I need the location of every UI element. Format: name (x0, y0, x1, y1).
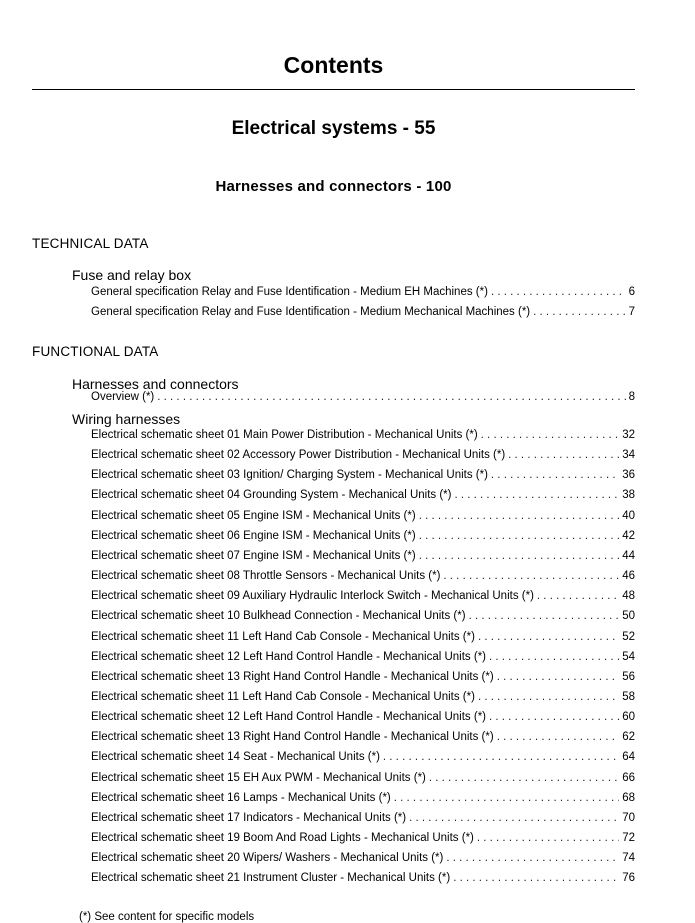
leader-dots (419, 510, 620, 522)
toc-entry-text: Electrical schematic sheet 17 Indicators - Mechanical Units (*) (91, 811, 407, 824)
toc-entry[interactable] (91, 306, 635, 322)
leader-dots (497, 671, 620, 683)
leader-dots (419, 550, 620, 562)
leader-dots (446, 852, 619, 864)
toc-entry-page: 52 (622, 630, 635, 643)
toc-entry[interactable] (91, 832, 635, 848)
toc-entry[interactable] (91, 489, 635, 505)
toc-entry-text: Electrical schematic sheet 14 Seat - Mechanical Units (*) (91, 751, 380, 764)
leader-dots (477, 832, 619, 844)
toc-entry[interactable] (91, 391, 635, 407)
toc-entry-page: 68 (622, 791, 635, 804)
harnesses-connectors-heading: Harnesses and connectors (72, 376, 239, 392)
toc-entry-page: 60 (622, 711, 635, 724)
toc-entry[interactable] (91, 751, 635, 767)
toc-entry-text: Electrical schematic sheet 06 Engine ISM - Mechanical Units (*) (91, 529, 416, 542)
toc-entry-page: 32 (622, 429, 635, 441)
toc-entry[interactable] (91, 792, 635, 808)
toc-entry-text: Electrical schematic sheet 11 Left Hand Cab Console - Mechanical Units (*) (91, 691, 475, 703)
toc-entry-text: Electrical schematic sheet 07 Engine ISM - Mechanical Units (*) (91, 549, 416, 562)
toc-entry-text: Electrical schematic sheet 12 Left Hand Control Handle - Mechanical Units (*) (91, 711, 487, 724)
toc-entry-text: Electrical schematic sheet 02 Accessory Power Distribution - Mechanical Units (*) (91, 449, 506, 462)
toc-entry[interactable] (91, 550, 635, 566)
leader-dots (537, 590, 619, 602)
toc-entry-text: Electrical schematic sheet 04 Grounding System - Mechanical Units (*) (91, 489, 452, 502)
leader-dots (469, 610, 620, 622)
leader-dots (157, 391, 625, 403)
toc-entry-page: 74 (622, 852, 635, 865)
toc-entry-text: Electrical schematic sheet 03 Ignition/ Charging System - Mechanical Units (*) (91, 469, 488, 482)
toc-entry-page: 66 (622, 771, 635, 784)
leader-dots (453, 872, 619, 884)
functional-data-heading: FUNCTIONAL DATA (32, 344, 159, 359)
wiring-harnesses-heading: Wiring harnesses (72, 411, 181, 427)
leader-dots (419, 530, 620, 542)
footnote: (*) See content for specific models (79, 911, 255, 923)
toc-entry-text: Electrical schematic sheet 15 EH Aux PWM - Mechanical Units (*) (91, 771, 426, 784)
toc-entry[interactable] (91, 449, 635, 465)
toc-entry-page: 6 (628, 286, 635, 298)
toc-entry[interactable] (91, 731, 635, 747)
toc-entry-page: 8 (628, 391, 635, 403)
leader-dots (443, 570, 619, 582)
toc-entry-page: 54 (622, 650, 635, 663)
toc-entry[interactable] (91, 711, 635, 727)
toc-entry-text: Electrical schematic sheet 05 Engine ISM - Mechanical Units (*) (91, 509, 416, 522)
leader-dots (491, 286, 626, 298)
toc-entry-page: 46 (622, 570, 635, 582)
toc-entry-page: 36 (622, 469, 635, 482)
toc-entry[interactable] (91, 691, 635, 707)
toc-entry[interactable] (91, 530, 635, 546)
toc-entry[interactable] (91, 812, 635, 828)
toc-entry-text: General specification Relay and Fuse Identification - Medium EH Machines (*) (91, 286, 488, 298)
toc-entry-page: 48 (622, 590, 635, 603)
toc-entry[interactable] (91, 510, 635, 526)
leader-dots (497, 731, 620, 743)
toc-entry[interactable] (91, 671, 635, 687)
toc-entry-text: Overview (*) (91, 391, 155, 403)
toc-entry-page: 38 (622, 489, 635, 502)
toc-entry[interactable] (91, 610, 635, 626)
toc-entry-page: 70 (622, 811, 635, 824)
leader-dots (383, 751, 619, 763)
toc-entry-page: 72 (622, 832, 635, 844)
toc-entry[interactable] (91, 631, 635, 647)
toc-entry-text: Electrical schematic sheet 21 Instrument Cluster - Mechanical Units (*) (91, 872, 451, 885)
toc-entry[interactable] (91, 469, 635, 485)
toc-entry[interactable] (91, 590, 635, 606)
toc-entry-text: Electrical schematic sheet 10 Bulkhead Connection - Mechanical Units (*) (91, 610, 466, 623)
toc-entry-text: Electrical schematic sheet 20 Wipers/ Washers - Mechanical Units (*) (91, 852, 444, 865)
toc-entry[interactable] (91, 286, 635, 302)
leader-dots (508, 449, 619, 461)
toc-entry-page: 64 (622, 751, 635, 764)
toc-entry[interactable] (91, 429, 635, 445)
title-divider (32, 89, 635, 90)
leader-dots (454, 489, 619, 501)
toc-entry-text: Electrical schematic sheet 11 Left Hand Cab Console - Mechanical Units (*) (91, 630, 475, 643)
section-heading: Harnesses and connectors - 100 (215, 178, 452, 195)
toc-entry-text: Electrical schematic sheet 19 Boom And Road Lights - Mechanical Units (*) (91, 832, 474, 844)
leader-dots (429, 772, 619, 784)
leader-dots (489, 711, 619, 723)
leader-dots (533, 306, 625, 318)
toc-entry-page: 58 (622, 691, 635, 703)
toc-entry[interactable] (91, 651, 635, 667)
toc-entry[interactable] (91, 852, 635, 868)
toc-entry-page: 62 (622, 731, 635, 744)
leader-dots (491, 469, 619, 481)
toc-entry-text: General specification Relay and Fuse Identification - Medium Mechanical Machines (*) (91, 306, 531, 318)
toc-entry-page: 7 (628, 306, 635, 318)
toc-entry-page: 50 (622, 610, 635, 623)
toc-entry-page: 40 (622, 509, 635, 522)
toc-entry-page: 42 (622, 529, 635, 542)
toc-entry[interactable] (91, 872, 635, 888)
toc-entry[interactable] (91, 570, 635, 586)
toc-entry-text: Electrical schematic sheet 09 Auxiliary Hydraulic Interlock Switch - Mechanical Units (*) (91, 590, 534, 603)
toc-entry-page: 76 (622, 872, 635, 885)
toc-entry-page: 34 (622, 449, 635, 462)
toc-entry-text: Electrical schematic sheet 12 Left Hand Control Handle - Mechanical Units (*) (91, 650, 487, 663)
leader-dots (478, 631, 619, 643)
leader-dots (481, 429, 620, 441)
toc-entry-text: Electrical schematic sheet 13 Right Hand Control Handle - Mechanical Units (*) (91, 670, 494, 683)
fuse-relay-box-heading: Fuse and relay box (72, 267, 192, 283)
leader-dots (409, 812, 619, 824)
toc-entry-page: 44 (622, 549, 635, 562)
toc-entry-text: Electrical schematic sheet 08 Throttle Sensors - Mechanical Units (*) (91, 570, 441, 582)
toc-entry[interactable] (91, 772, 635, 788)
leader-dots (394, 792, 619, 804)
toc-entry-text: Electrical schematic sheet 01 Main Power Distribution - Mechanical Units (*) (91, 429, 478, 441)
page-title: Contents (283, 52, 384, 78)
leader-dots (478, 691, 619, 703)
toc-entry-text: Electrical schematic sheet 13 Right Hand Control Handle - Mechanical Units (*) (91, 731, 494, 744)
leader-dots (489, 651, 619, 663)
chapter-heading: Electrical systems - 55 (231, 118, 436, 139)
toc-entry-text: Electrical schematic sheet 16 Lamps - Mechanical Units (*) (91, 791, 391, 804)
toc-entry-page: 56 (622, 670, 635, 683)
technical-data-heading: TECHNICAL DATA (32, 236, 149, 251)
